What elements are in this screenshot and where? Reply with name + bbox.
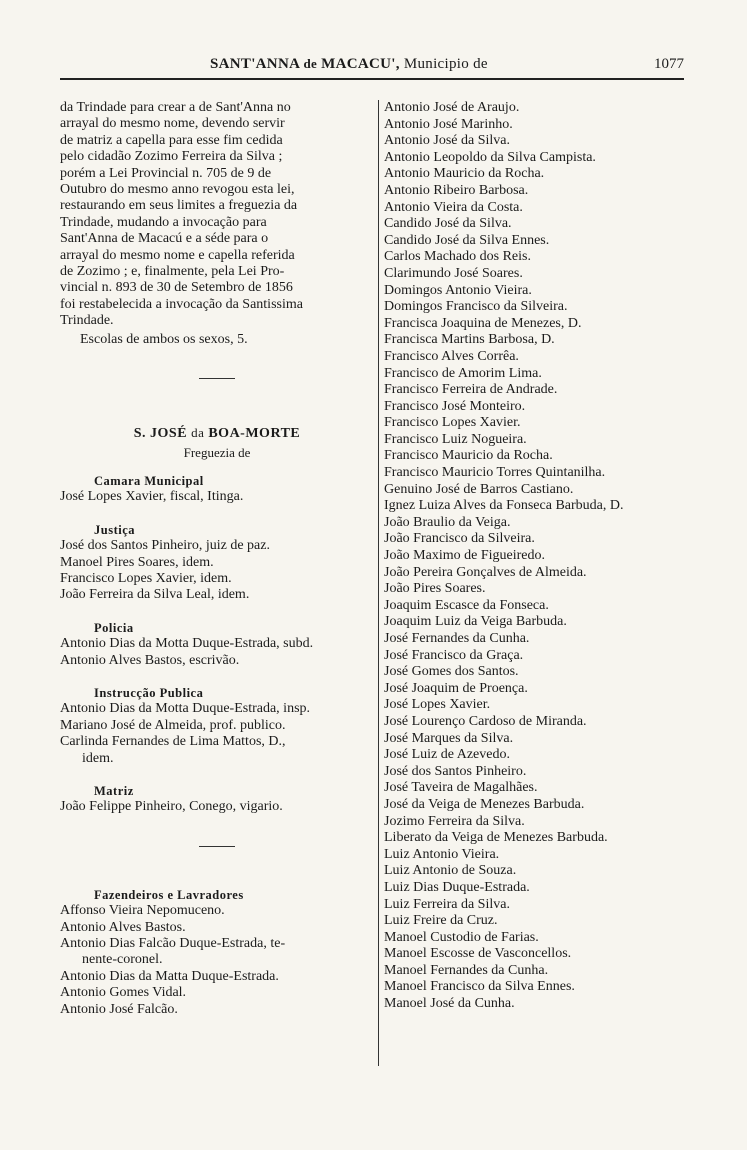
title-main: SANT'ANNA xyxy=(210,56,300,72)
title-place: MACACU', xyxy=(321,56,400,72)
fazendeiro-list-item: Luiz Freire da Cruz. xyxy=(384,913,498,929)
fazendeiro-list-item: José Lopes Xavier. xyxy=(384,697,491,713)
section-divider xyxy=(199,846,235,847)
fazendeiro-list-item: Carlos Machado dos Reis. xyxy=(384,249,531,265)
section-subtitle: Freguezia de xyxy=(183,444,251,460)
fazendeiro-list-item: Candido José da Silva Ennes. xyxy=(384,232,550,248)
fazendeiro-list-item: Luiz Dias Duque-Estrada. xyxy=(384,879,530,895)
fazendeiro-list-item: José dos Santos Pinheiro. xyxy=(384,763,527,779)
intro-line: vincial n. 893 de 30 de Setembro de 1856 xyxy=(60,280,293,296)
fazendeiro-list-item: Francisco Mauricio Torres Quintanilha. xyxy=(384,465,606,481)
fazendeiro-entry: Antonio Alves Bastos. xyxy=(60,919,186,935)
fazendeiro-list-item: José Luiz de Azevedo. xyxy=(384,747,510,763)
fazendeiro-entry-continuation: nente-coronel. xyxy=(82,952,163,968)
fazendeiro-list-item: José Francisco da Graça. xyxy=(384,647,524,663)
fazendeiro-list-item: Francisco José Monteiro. xyxy=(384,398,526,414)
matriz-heading: Matriz xyxy=(94,784,134,798)
justica-entry: José dos Santos Pinheiro, juiz de paz. xyxy=(60,538,270,554)
page-number: 1077 xyxy=(654,56,684,72)
fazendeiro-list-item: Manoel Fernandes da Cunha. xyxy=(384,962,549,978)
justica-entry: João Ferreira da Silva Leal, idem. xyxy=(60,587,250,603)
fazendeiro-list-item: Antonio Vieira da Costa. xyxy=(384,199,523,215)
running-title xyxy=(210,56,488,73)
fazendeiro-list-item: João Pereira Gonçalves de Almeida. xyxy=(384,564,587,580)
intro-line: porém a Lei Provincial n. 705 de 9 de xyxy=(60,165,272,181)
instrucao-entry: Carlinda Fernandes de Lima Mattos, D., xyxy=(60,734,286,750)
fazendeiro-list-item: Domingos Francisco da Silveira. xyxy=(384,299,568,315)
fazendeiro-list-item: José Lourenço Cardoso de Miranda. xyxy=(384,713,587,729)
fazendeiro-list-item: Manoel Francisco da Silva Ennes. xyxy=(384,979,575,995)
fazendeiro-list-item: Manoel Escosse de Vasconcellos. xyxy=(384,946,572,962)
fazendeiro-entry: Antonio Dias da Matta Duque-Estrada. xyxy=(60,968,279,984)
title-conj: de xyxy=(303,56,318,71)
fazendeiro-list-item: João Francisco da Silveira. xyxy=(384,531,535,547)
fazendeiro-list-item: José Marques da Silva. xyxy=(384,730,514,746)
fazendeiro-list-item: Genuino José de Barros Castiano. xyxy=(384,481,574,497)
right-column xyxy=(384,100,694,1013)
policia-entry: Antonio Dias da Motta Duque-Estrada, subd. xyxy=(60,636,314,652)
camara-heading: Camara Municipal xyxy=(94,473,204,488)
fazendeiro-list-item: Luiz Ferreira da Silva. xyxy=(384,896,510,912)
section-name: S. JOSÉ xyxy=(133,426,188,442)
fazendeiro-list-item: Francisca Joaquina de Menezes, D. xyxy=(384,315,582,331)
fazendeiro-list-item: Clarimundo José Soares. xyxy=(384,265,523,281)
justica-entry: Francisco Lopes Xavier, idem. xyxy=(60,570,232,586)
fazendeiro-list-item: Francisco de Amorim Lima. xyxy=(384,365,542,381)
intro-line: foi restabelecida a invocação da Santissima xyxy=(60,296,303,312)
fazendeiro-entry: Antonio José Falcão. xyxy=(60,1001,178,1017)
justica-entry: Manoel Pires Soares, idem. xyxy=(60,554,214,570)
fazendeiro-list-item: Francisco Lopes Xavier. xyxy=(384,415,521,431)
fazendeiro-list-item: Manoel Custodio de Farias. xyxy=(384,929,539,945)
fazendeiro-entry: Affonso Vieira Nepomuceno. xyxy=(60,903,225,919)
fazendeiro-list-item: Luiz Antonio Vieira. xyxy=(384,846,500,862)
fazendeiro-list-item: João Braulio da Veiga. xyxy=(384,514,511,530)
fazendeiro-list-item: Antonio Leopoldo da Silva Campista. xyxy=(384,149,596,165)
fazendeiro-entry: Antonio Dias Falcão Duque-Estrada, te- xyxy=(60,936,286,952)
intro-line: Trindade. xyxy=(60,313,114,329)
intro-line: Trindade, mudando a invocação para xyxy=(60,214,267,230)
section-title xyxy=(60,425,374,442)
column-divider xyxy=(378,100,379,1066)
intro-line: restaurando em seus limites a freguezia da xyxy=(60,198,298,214)
intro-line: de matriz a capella para esse fim cedida xyxy=(60,132,283,148)
fazendeiros-heading: Fazendeiros e Lavradores xyxy=(94,887,244,902)
fazendeiro-list-item: João Pires Soares. xyxy=(384,581,486,597)
schools-line: Escolas de ambos os sexos, 5. xyxy=(80,331,248,347)
fazendeiro-list-item: José Fernandes da Cunha. xyxy=(384,631,530,646)
fazendeiro-list-item: Antonio Ribeiro Barbosa. xyxy=(384,182,529,198)
section-divider xyxy=(199,378,235,379)
fazendeiro-list-item: Antonio José da Silva. xyxy=(384,133,510,149)
fazendeiro-list-item: Antonio José Marinho. xyxy=(384,116,513,132)
section-conj: da xyxy=(191,425,205,441)
intro-line: pelo cidadão Zozimo Ferreira da Silva ; xyxy=(60,149,283,165)
fazendeiro-list-item: Francisco Luiz Nogueira. xyxy=(384,431,527,447)
fazendeiro-list-item: Candido José da Silva. xyxy=(384,216,512,232)
camara-entry: José Lopes Xavier, fiscal, Itinga. xyxy=(60,489,244,505)
fazendeiro-list-item: Francisca Martins Barbosa, D. xyxy=(384,332,555,348)
fazendeiro-list-item: Antonio Mauricio da Rocha. xyxy=(384,166,545,182)
intro-paragraph xyxy=(60,100,374,330)
instrucao-entry: Antonio Dias da Motta Duque-Estrada, insp. xyxy=(60,701,311,717)
fazendeiro-list-item: Domingos Antonio Vieira. xyxy=(384,282,532,298)
fazendeiro-list-item: Liberato da Veiga de Menezes Barbuda. xyxy=(384,830,608,846)
instrucao-entry-continuation: idem. xyxy=(82,750,114,766)
instrucao-heading: Instrucção Publica xyxy=(94,685,204,700)
title-suffix: Municipio de xyxy=(403,56,488,72)
fazendeiro-list-item: Francisco Alves Corrêa. xyxy=(384,348,519,364)
intro-line: da Trindade para crear a de Sant'Anna no xyxy=(60,100,291,115)
page-header xyxy=(60,52,684,76)
fazendeiro-list-item: José Joaquim de Proença. xyxy=(384,680,528,696)
fazendeiro-list-item: Luiz Antonio de Souza. xyxy=(384,863,517,879)
fazendeiro-list-item: Ignez Luiza Alves da Fonseca Barbuda, D. xyxy=(384,498,624,514)
left-column xyxy=(60,100,374,1018)
instrucao-entry: Mariano José de Almeida, prof. publico. xyxy=(60,717,286,733)
fazendeiro-list-item: Joaquim Luiz da Veiga Barbuda. xyxy=(384,614,567,630)
matriz-entry: João Felippe Pinheiro, Conego, vigario. xyxy=(60,799,283,815)
fazendeiro-list-item: Francisco Ferreira de Andrade. xyxy=(384,382,558,398)
fazendeiro-list-item: Joaquim Escasce da Fonseca. xyxy=(384,597,549,613)
intro-line: Sant'Anna de Macacú e a séde para o xyxy=(60,231,269,247)
fazendeiro-list-item: Manoel José da Cunha. xyxy=(384,996,515,1012)
fazendeiro-list-item: Jozimo Ferreira da Silva. xyxy=(384,813,525,829)
fazendeiro-list-item: Francisco Mauricio da Rocha. xyxy=(384,448,553,464)
fazendeiro-list-item: José da Veiga de Menezes Barbuda. xyxy=(384,796,585,812)
fazendeiro-entry: Antonio Gomes Vidal. xyxy=(60,985,187,1001)
fazendeiro-list-item: João Maximo de Figueiredo. xyxy=(384,548,545,564)
justica-heading: Justiça xyxy=(94,522,135,537)
header-rule xyxy=(60,78,684,80)
intro-line: de Zozimo ; e, finalmente, pela Lei Pro- xyxy=(60,264,285,280)
policia-heading: Policia xyxy=(94,620,134,635)
fazendeiro-list-item: José Gomes dos Santos. xyxy=(384,664,519,680)
fazendeiro-list-item: José Taveira de Magalhães. xyxy=(384,780,538,796)
section-place: BOA-MORTE xyxy=(208,426,301,442)
policia-entry: Antonio Alves Bastos, escrivão. xyxy=(60,652,240,668)
intro-line: arrayal do mesmo nome e capella referida xyxy=(60,247,295,263)
intro-line: arrayal do mesmo nome, devendo servir xyxy=(60,116,285,132)
fazendeiro-list-item: Antonio José de Araujo. xyxy=(384,100,520,115)
intro-line: Outubro do mesmo anno revogou esta lei, xyxy=(60,182,295,198)
